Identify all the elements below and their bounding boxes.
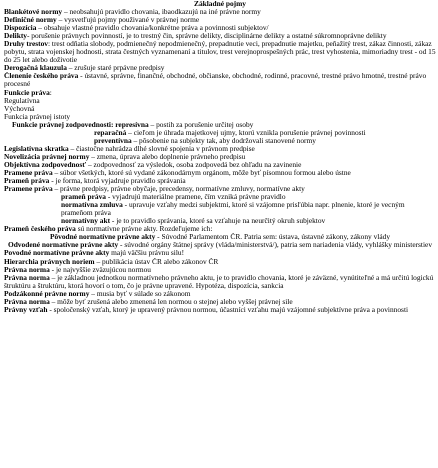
text-line [4,32,436,40]
text-run: : [49,88,52,97]
text-line [4,145,436,153]
text-line [4,40,436,64]
bold-term: Právny vzťah [4,305,48,314]
text-line [4,233,436,241]
text-line [4,274,436,290]
text-run: – musia byť v súlade so zákonom [89,289,191,298]
text-line [4,298,436,306]
text-line [4,177,436,185]
bold-term: prameň práva [61,193,106,202]
bold-term: Hierarchia právnych noriem [4,257,95,266]
bold-term: Podzákonné právne normy [4,289,90,298]
text-line [4,290,436,298]
bold-term: normatívna zmluva [61,201,123,210]
text-run: sú normatívne právne akty. Rozdeľujeme ich: [75,225,213,234]
bold-term: Dispozícia [4,24,37,33]
text-run: Výchovná [4,104,35,113]
bold-term: Druhy trestov [4,40,48,49]
text-run: - Súvodné Parlamentom ČR. Patria sem: ústava, ústavné zákony, zákony vlády [155,233,391,242]
text-run: - vyjadrujú materiálne pramene, čím vzniká právne pravidlo [105,193,286,202]
text-run: – obsahuje vlastné pravidlo chovania/konkrétne práva a povinnosti subjektov/ [36,24,269,33]
text-run: majú väčšiu právnu silu! [109,249,185,258]
text-run: Regulatívna [4,96,40,105]
text-line [4,24,436,32]
text-line [4,105,436,113]
text-line [4,241,436,249]
text-run: - ústavné, správne, finančné, obchodné, občianske, obchodné, rodinné, pracovné, trestné právo hmotné, trestné právo procesné [4,72,427,89]
bold-term: Pramene práva [4,185,53,194]
bold-term: reparačná [94,128,127,137]
text-line [4,258,436,266]
text-run: Funkcia právnej istoty [4,112,71,121]
text-line [4,266,436,274]
bold-term: Funkcie právnej zodpovednosti [12,120,111,129]
text-line [4,72,436,88]
text-run: : trest odňatia slobody, podmienečný nepodmienečný, prepadnutie veci, prepadnutie majetku, peňažitý trest, zákaz činnosti, zákaz pobytu, strata vojenskej hodnosti, strata čestných vyznamenaní a titulov, trest verejnoprospešných prác, trest vyhostenia, mimoriadny trest - od 15 do 25 let alebo doživotie [4,40,436,65]
text-line [4,16,436,24]
text-run: – pôsobenie na subjekty tak, aby dodržovali stanovené normy [131,136,316,145]
text-run: – súbor všetkých, ktoré sú vydané zákonodárnym orgánom, môže byť písomnou formou alebo ústne [52,168,351,177]
text-run: – publikácia ústav ČR alebo zákonov ČR [94,257,219,266]
bold-term: Pramene práva [4,168,53,177]
text-line [4,249,436,257]
text-line [4,201,436,217]
text-run: - upravuje vzťahy medzi subjektmi, ktoré si vzájomne prisľúbia napr. plnenie, ktoré je vecným prameňom práva [61,201,405,218]
text-line [4,161,436,169]
text-run: - je to pravidlo správania, ktoré sa vzťahuje na neurčitý okruh subjektov [110,217,326,226]
text-run: – postih za porušenie určitej osoby [148,120,254,129]
bold-term: Odvodené normatívne právne akty [7,241,119,250]
text-run: - súvodné orgány štátnej správy (vláda/ministerstvá/), patria sem nariadenia vlády, vyhlášky ministerstiev [118,241,433,250]
bold-term: Povodné normatívne právne akty [4,249,110,258]
text-line [4,137,436,145]
text-run: – neobsahujú pravidlo chovania, ibaodkazujú na iné právne normy [62,8,261,17]
text-run: - je najvyššie zväzujúcou normou [49,265,151,274]
text-run: – cieľom je úhrada majetkovej ujmy, ktorú vznikla porušenie právnej povinnosti [126,128,366,137]
bold-term: Prameň českého práva [4,225,76,234]
bold-term: Novelizácia právnej normy [4,152,90,161]
bold-term: Členenie českého práva [4,72,79,81]
text-line [4,89,436,97]
text-line [4,185,436,193]
bold-term: Objektívna zodpovednosť [4,160,87,169]
bold-term: Právna norma [4,265,50,274]
text-run: – zodpovednosť za výsledok, osoba zodpovedá bez ohľadu na zavinenie [86,160,302,169]
text-run: – zmena, úprava alebo doplnenie právneho predpisu [89,152,246,161]
text-run: - porušenie právnych povinností, je to trestný čin, správne delikty, disciplinárne delikty a ostatné súkromnoprávne delikty [27,32,387,41]
bold-term: Funkcie práva [4,88,50,97]
page-title: Základné pojmy [194,0,246,8]
bold-term: Blankétové normy [4,8,63,17]
text-run: – môže byť zrušená alebo zmenená len normou o stejnej alebo vyššej právnej sile [49,297,293,306]
text-run: – vysvetľujú pojmy použivané v právnej norme [56,16,200,25]
text-line [4,64,436,72]
text-line [4,225,436,233]
text-line [4,193,436,201]
text-line [4,8,436,16]
bold-term: Prameň práva [4,177,50,186]
text-line [4,113,436,121]
bold-term: Právna norma [4,273,50,282]
bold-term: preventívna [94,136,132,145]
bold-term: Legislatívna skratka [4,144,69,153]
text-line [4,129,436,137]
text-line [4,97,436,105]
document-body [4,8,436,314]
text-run: – čiastočne nahrádza dlhé slovné spojenia v právnom predpise [68,144,255,153]
text-line [4,217,436,225]
bold-term: Derogačná klauzula [4,64,67,73]
bold-term: Definičné normy [4,16,57,25]
text-run: – právne predpisy, právne obyčaje, precedensy, normatívne zmluvy, normatívne akty [52,185,305,194]
text-run: – je základnou jednotkou normatívneho právneho aktu, je to pravidlo chovania, ktoré je záväzné, vynútiteľné a má určitú logickú štruktúru a štruktúru, ktorá hovorí o tom, čo je právne upravené. Hypotéza, dispozícia, sankcia [4,273,434,290]
text-run: – zrušuje staré prpávne predpisy [66,64,165,73]
bold-term: Delikty [4,32,27,41]
text-line [4,121,436,129]
bold-term: Právna norma [4,297,50,306]
text-run: - je forma, ktorá vyjadruje pravidlo správania [49,177,186,186]
text-run: - spoločenský vzťah, ktorý je upravený právnou normou, účastníci vzťahu majú vzájomné subjektívne práva a povinnosti [47,305,409,314]
bold-term: Pôvodné normatívne právne akty [49,233,156,242]
text-line [4,306,436,314]
bold-term: : represívna [110,120,149,129]
text-line [4,153,436,161]
bold-term: normatívny akt [61,217,111,226]
text-line [4,169,436,177]
